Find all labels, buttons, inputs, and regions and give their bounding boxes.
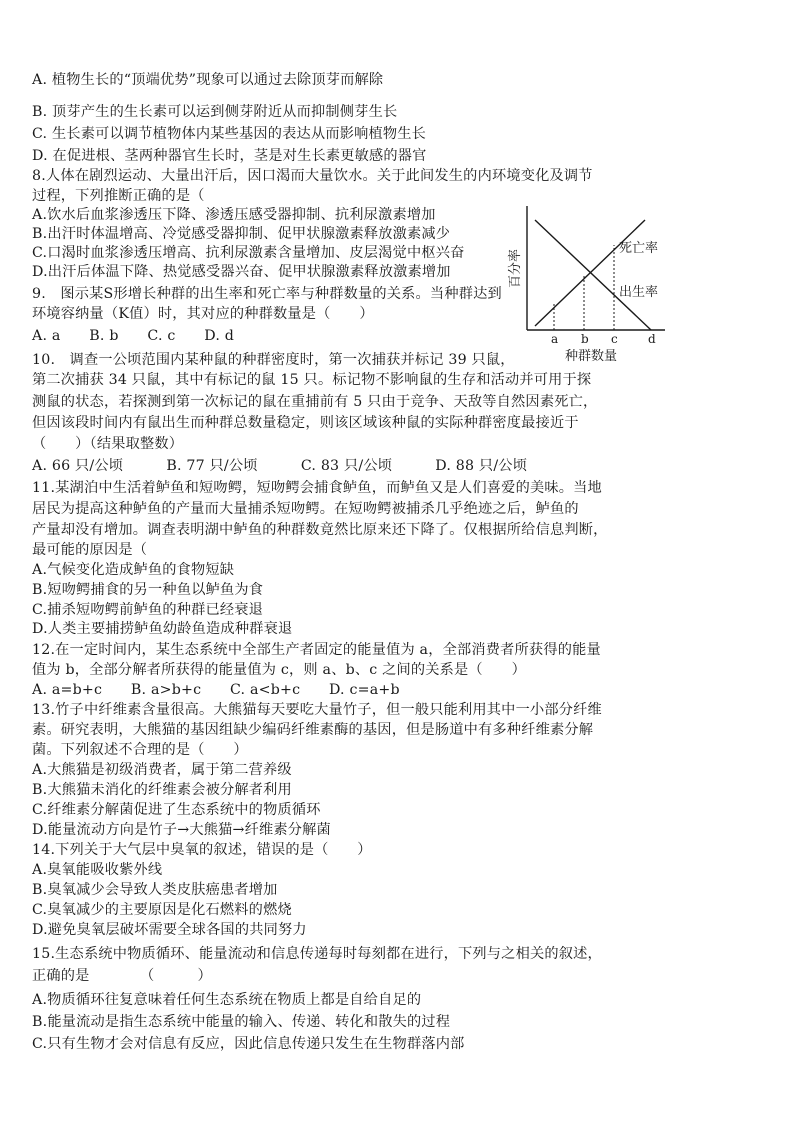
q14-option-b: B.臭氧减少会导致人类皮肤癌患者增加 bbox=[32, 882, 278, 898]
tick-a: a bbox=[551, 332, 559, 346]
q14-option-a: A.臭氧能吸收紫外线 bbox=[32, 862, 163, 878]
q12-stem-line1: 12.在一定时间内，某生态系统中全部生产者固定的能量值为 a，全部消费者所获得的能量 bbox=[32, 642, 601, 658]
q13-option-d: D.能量流动方向是竹子→大熊猫→纤维素分解菌 bbox=[32, 822, 331, 838]
q8-option-d: D.出汗后体温下降、热觉感受器兴奋、促甲状腺激素释放激素增加 bbox=[32, 264, 451, 280]
q11-stem-line2: 居民为提高这种鲈鱼的产量而大量捕杀短吻鳄。在短吻鳄被捕杀几乎绝迹之后，鲈鱼的 bbox=[32, 501, 579, 517]
q8-stem-line2: 过程，下列推断正确的是（ bbox=[32, 188, 205, 204]
q8-option-a: A.饮水后血浆渗透压下降、渗透压感受器抑制、抗利尿激素增加 bbox=[32, 207, 436, 223]
q10-stem-line4: 但因该段时间内有鼠出生而种群总数量稳定，则该区域该种鼠的实际种群密度最接近于 bbox=[32, 415, 579, 431]
q10-stem-line2: 第二次捕获 34 只鼠，其中有标记的鼠 15 只。标记物不影响鼠的生存和活动并可用于探 bbox=[32, 372, 592, 388]
q11-option-b: B.短吻鳄捕食的另一种鱼以鲈鱼为食 bbox=[32, 582, 264, 598]
q10-options: A. 66 只/公顷 B. 77 只/公顷 C. 83 只/公顷 D. 88 只/公顷 bbox=[32, 458, 528, 474]
tick-d: d bbox=[648, 332, 656, 346]
q13-option-b: B.大熊猫未消化的纤维素会被分解者利用 bbox=[32, 782, 292, 798]
q11-stem-line3: 产量却没有增加。调查表明湖中鲈鱼的种群数竟然比原来还下降了。仅根据所给信息判断， bbox=[32, 522, 608, 538]
q8-stem-line1: 8.人体在剧烈运动、大量出汗后，因口渴而大量饮水。关于此间发生的内环境变化及调节 bbox=[32, 168, 593, 184]
q11-stem-line1: 11.某湖泊中生活着鲈鱼和短吻鳄，短吻鳄会捕食鲈鱼，而鲈鱼又是人们喜爱的美味。当地 bbox=[32, 480, 602, 496]
q9-stem-line2: 环境容纳量（K值）时，其对应的种群数量是（ ） bbox=[32, 306, 374, 322]
q13-stem-line2: 素。研究表明，大熊猫的基因组缺少编码纤维素酶的基因，但是肠道中有多种纤维素分解 bbox=[32, 722, 594, 738]
birth-death-rate-diagram bbox=[505, 198, 680, 368]
tick-b: b bbox=[581, 332, 589, 346]
q15-option-b: B.能量流动是指生态系统中能量的输入、传递、转化和散失的过程 bbox=[32, 1014, 451, 1030]
q9-stem-line1: 9. 图示某S形增长种群的出生率和死亡率与种群数量的关系。当种群达到 bbox=[32, 286, 502, 302]
q14-option-c: C.臭氧减少的主要原因是化石燃料的燃烧 bbox=[32, 902, 292, 918]
q15-option-c: C.只有生物才会对信息有反应，因此信息传递只发生在生物群落内部 bbox=[32, 1036, 465, 1052]
q12-options: A. a=b+c B. a>b+c C. a<b+c D. c=a+b bbox=[32, 682, 400, 698]
q15-option-a: A.物质循环往复意味着任何生态系统在物质上都是自给自足的 bbox=[32, 992, 422, 1008]
q11-option-c: C.捕杀短吻鳄前鲈鱼的种群已经衰退 bbox=[32, 602, 264, 618]
q12-stem-line2: 值为 b，全部分解者所获得的能量值为 c，则 a、b、c 之间的关系是（ ） bbox=[32, 662, 526, 678]
q13-option-c: C.纤维素分解菌促进了生态系统中的物质循环 bbox=[32, 802, 321, 818]
tick-c: c bbox=[611, 332, 618, 346]
death-rate-label: 死亡率 bbox=[619, 241, 659, 256]
q9-options: A. a B. b C. c D. d bbox=[32, 328, 235, 344]
q11-option-a: A.气候变化造成鲈鱼的食物短缺 bbox=[32, 562, 235, 578]
q8-option-b: B.出汗时体温增高、冷觉感受器抑制、促甲状腺激素释放激素减少 bbox=[32, 226, 451, 242]
q14-option-d: D.避免臭氧层破坏需要全球各国的共同努力 bbox=[32, 922, 307, 938]
q7-option-d: D. 在促进根、茎两种器官生长时，茎是对生长素更敏感的器官 bbox=[32, 148, 427, 164]
q10-stem-line3: 测鼠的状态，若探测到第一次标记的鼠在重捕前有 5 只由于竞争、天敌等自然因素死亡， bbox=[32, 394, 598, 410]
q14-stem: 14.下列关于大气层中臭氧的叙述，错误的是（ ） bbox=[32, 842, 372, 858]
q7-option-a: A. 植物生长的“顶端优势”现象可以通过去除顶芽而解除 bbox=[32, 72, 384, 88]
q7-option-c: C. 生长素可以调节植物体内某些基因的表达从而影响植物生长 bbox=[32, 126, 427, 142]
q11-stem-line4: 最可能的原因是（ bbox=[32, 542, 148, 558]
birth-rate-label: 出生率 bbox=[619, 285, 659, 300]
q7-option-b: B. 顶芽产生的生长素可以运到侧芽附近从而抑制侧芽生长 bbox=[32, 104, 398, 120]
q15-stem-line1: 15.生态系统中物质循环、能量流动和信息传递每时每刻都在进行，下列与之相关的叙述， bbox=[32, 946, 602, 962]
q11-option-d: D.人类主要捕捞鲈鱼幼龄鱼造成种群衰退 bbox=[32, 621, 293, 637]
q13-option-a: A.大熊猫是初级消费者，属于第二营养级 bbox=[32, 762, 292, 778]
q10-stem-line1: 10. 调查一公顷范围内某种鼠的种群密度时，第一次捕获并标记 39 只鼠， bbox=[32, 352, 515, 368]
q15-stem-line2: 正确的是 （ ） bbox=[32, 968, 212, 984]
q13-stem-line3: 菌。下列叙述不合理的是（ ） bbox=[32, 742, 248, 758]
birth-rate-line bbox=[535, 220, 651, 330]
q8-option-c: C.口渴时血浆渗透压增高、抗利尿激素含量增加、皮层渴觉中枢兴奋 bbox=[32, 245, 465, 261]
y-axis-label: 百分率 bbox=[508, 248, 523, 288]
x-axis-label: 种群数量 bbox=[565, 349, 618, 364]
q10-stem-line5: （ ）（结果取整数） bbox=[32, 436, 184, 452]
q13-stem-line1: 13.竹子中纤维素含量很高。大熊猫每天要吃大量竹子，但一般只能利用其中一小部分纤维 bbox=[32, 702, 602, 718]
